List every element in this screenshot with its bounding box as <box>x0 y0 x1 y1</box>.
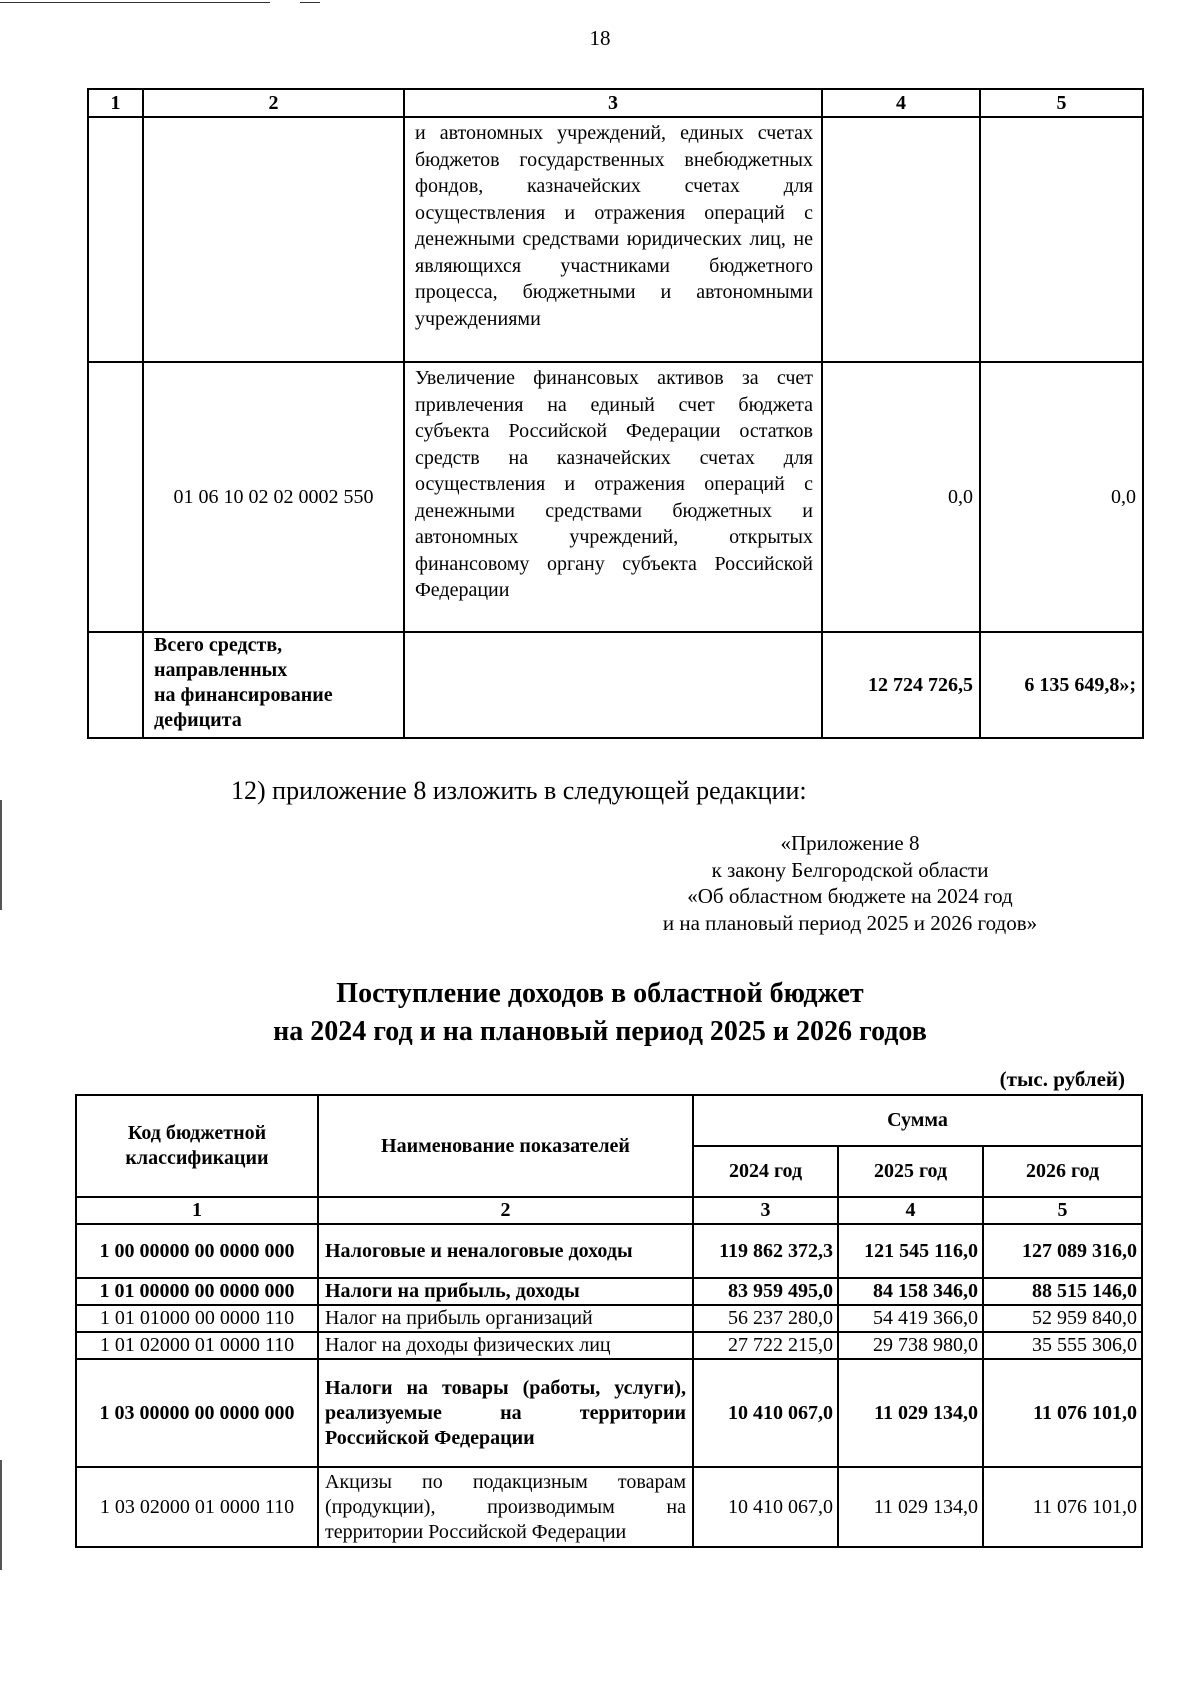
column-header-year: 2026 год <box>983 1146 1142 1197</box>
column-number: 5 <box>983 1197 1142 1224</box>
scan-top-line <box>300 2 320 3</box>
amount-2026: 127 089 316,0 <box>983 1224 1142 1278</box>
column-number: 3 <box>693 1197 838 1224</box>
units-label: (тыс. рублей) <box>999 1067 1125 1091</box>
scan-edge-mark <box>0 1460 2 1570</box>
empty-cell <box>88 117 143 362</box>
table-row <box>76 1359 1142 1467</box>
table-row <box>76 1467 1142 1547</box>
page-number: 18 <box>589 26 611 50</box>
total-label: Всего средств, направленных на финансирование дефицита <box>143 632 404 738</box>
indicator-name: Налоговые и неналоговые доходы <box>318 1224 693 1278</box>
budget-code: 1 01 00000 00 0000 000 <box>76 1278 318 1305</box>
amount-value: 0,0 <box>980 362 1143 632</box>
column-header-year: 2025 год <box>838 1146 983 1197</box>
column-number: 4 <box>822 89 980 117</box>
row-description: и автономных учреждений, единых счетах бюджетов государственных внебюджетных фондов, казначейских счетах для осуществления и отражения операций с денежными средствами юридических лиц, не являющихся участниками бюджетного процесса, бюджетными и автономными учреждениями <box>404 117 822 362</box>
amendment-item-text: 12) приложение 8 изложить в следующей редакции: <box>231 776 807 805</box>
indicator-name: Налоги на прибыль, доходы <box>318 1278 693 1305</box>
appendix-heading: «Приложение 8 к закону Белгородской области «Об областном бюджете на 2024 год и на плановый период 2025 и 2026 годов» <box>662 831 1038 935</box>
column-number: 2 <box>143 89 404 117</box>
table-row <box>76 1224 1142 1278</box>
amount-2024: 56 237 280,0 <box>693 1305 838 1332</box>
column-number: 1 <box>88 89 143 117</box>
amount-2026: 88 515 146,0 <box>983 1278 1142 1305</box>
table-row <box>76 1278 1142 1305</box>
table-row <box>88 117 1143 362</box>
indicator-name: Налоги на товары (работы, услуги), реализуемые на территории Российской Федерации <box>318 1359 693 1467</box>
document-title: Поступление доходов в областной бюджет на 2024 год и на плановый период 2025 и 2026 годов <box>273 978 927 1047</box>
amount-2026: 35 555 306,0 <box>983 1332 1142 1359</box>
column-header-year: 2024 год <box>693 1146 838 1197</box>
indicator-name: Налог на доходы физических лиц <box>318 1332 693 1359</box>
empty-cell <box>143 117 404 362</box>
budget-code: 1 01 02000 01 0000 110 <box>76 1332 318 1359</box>
empty-cell <box>980 117 1143 362</box>
row-description: Увеличение финансовых активов за счет привлечения на единый счет бюджета субъекта Российской Федерации остатков средств на казначейских счетах для осуществления и отражения операций с денежными средствами бюджетных и автономных учреждений, открытых финансовому органу субъекта Российской Федерации <box>404 362 822 632</box>
column-header-sum: Сумма <box>693 1095 1142 1146</box>
scan-top-line <box>0 2 270 3</box>
column-header-code: Код бюджетной классификации <box>76 1095 318 1197</box>
amount-2025: 84 158 346,0 <box>838 1278 983 1305</box>
amount-2026: 11 076 101,0 <box>983 1467 1142 1547</box>
empty-cell <box>822 117 980 362</box>
table-header-row <box>88 89 1143 117</box>
budget-code: 1 03 00000 00 0000 000 <box>76 1359 318 1467</box>
column-number: 5 <box>980 89 1143 117</box>
amount-2026: 11 076 101,0 <box>983 1359 1142 1467</box>
indicator-name: Налог на прибыль организаций <box>318 1305 693 1332</box>
budget-code: 1 00 00000 00 0000 000 <box>76 1224 318 1278</box>
amount-value: 0,0 <box>822 362 980 632</box>
amount-2025: 11 029 134,0 <box>838 1467 983 1547</box>
sources-financing-table-continued <box>87 88 1144 739</box>
amount-2024: 27 722 215,0 <box>693 1332 838 1359</box>
budget-code: 1 03 02000 01 0000 110 <box>76 1467 318 1547</box>
table-row <box>76 1305 1142 1332</box>
column-number: 1 <box>76 1197 318 1224</box>
table-header-row <box>76 1095 1142 1146</box>
budget-code: 01 06 10 02 02 0002 550 <box>143 362 404 632</box>
amount-2025: 54 419 366,0 <box>838 1305 983 1332</box>
amount-2024: 10 410 067,0 <box>693 1359 838 1467</box>
table-row <box>88 362 1143 632</box>
empty-cell <box>404 632 822 738</box>
empty-cell <box>88 632 143 738</box>
total-value: 6 135 649,8»; <box>980 632 1143 738</box>
table-row <box>76 1332 1142 1359</box>
budget-code: 1 01 01000 00 0000 110 <box>76 1305 318 1332</box>
amount-2025: 11 029 134,0 <box>838 1359 983 1467</box>
amount-2024: 83 959 495,0 <box>693 1278 838 1305</box>
column-number: 2 <box>318 1197 693 1224</box>
amount-2024: 10 410 067,0 <box>693 1467 838 1547</box>
total-value: 12 724 726,5 <box>822 632 980 738</box>
empty-cell <box>88 362 143 632</box>
amount-2024: 119 862 372,3 <box>693 1224 838 1278</box>
scan-edge-mark <box>0 800 2 910</box>
indicator-name: Акцизы по подакцизным товарам (продукции), производимым на территории Российской Федерации <box>318 1467 693 1547</box>
total-row <box>88 632 1143 738</box>
amount-2025: 29 738 980,0 <box>838 1332 983 1359</box>
revenue-table <box>75 1094 1143 1548</box>
column-number: 4 <box>838 1197 983 1224</box>
amount-2026: 52 959 840,0 <box>983 1305 1142 1332</box>
column-number-row <box>76 1197 1142 1224</box>
column-number: 3 <box>404 89 822 117</box>
amount-2025: 121 545 116,0 <box>838 1224 983 1278</box>
column-header-name: Наименование показателей <box>318 1095 693 1197</box>
